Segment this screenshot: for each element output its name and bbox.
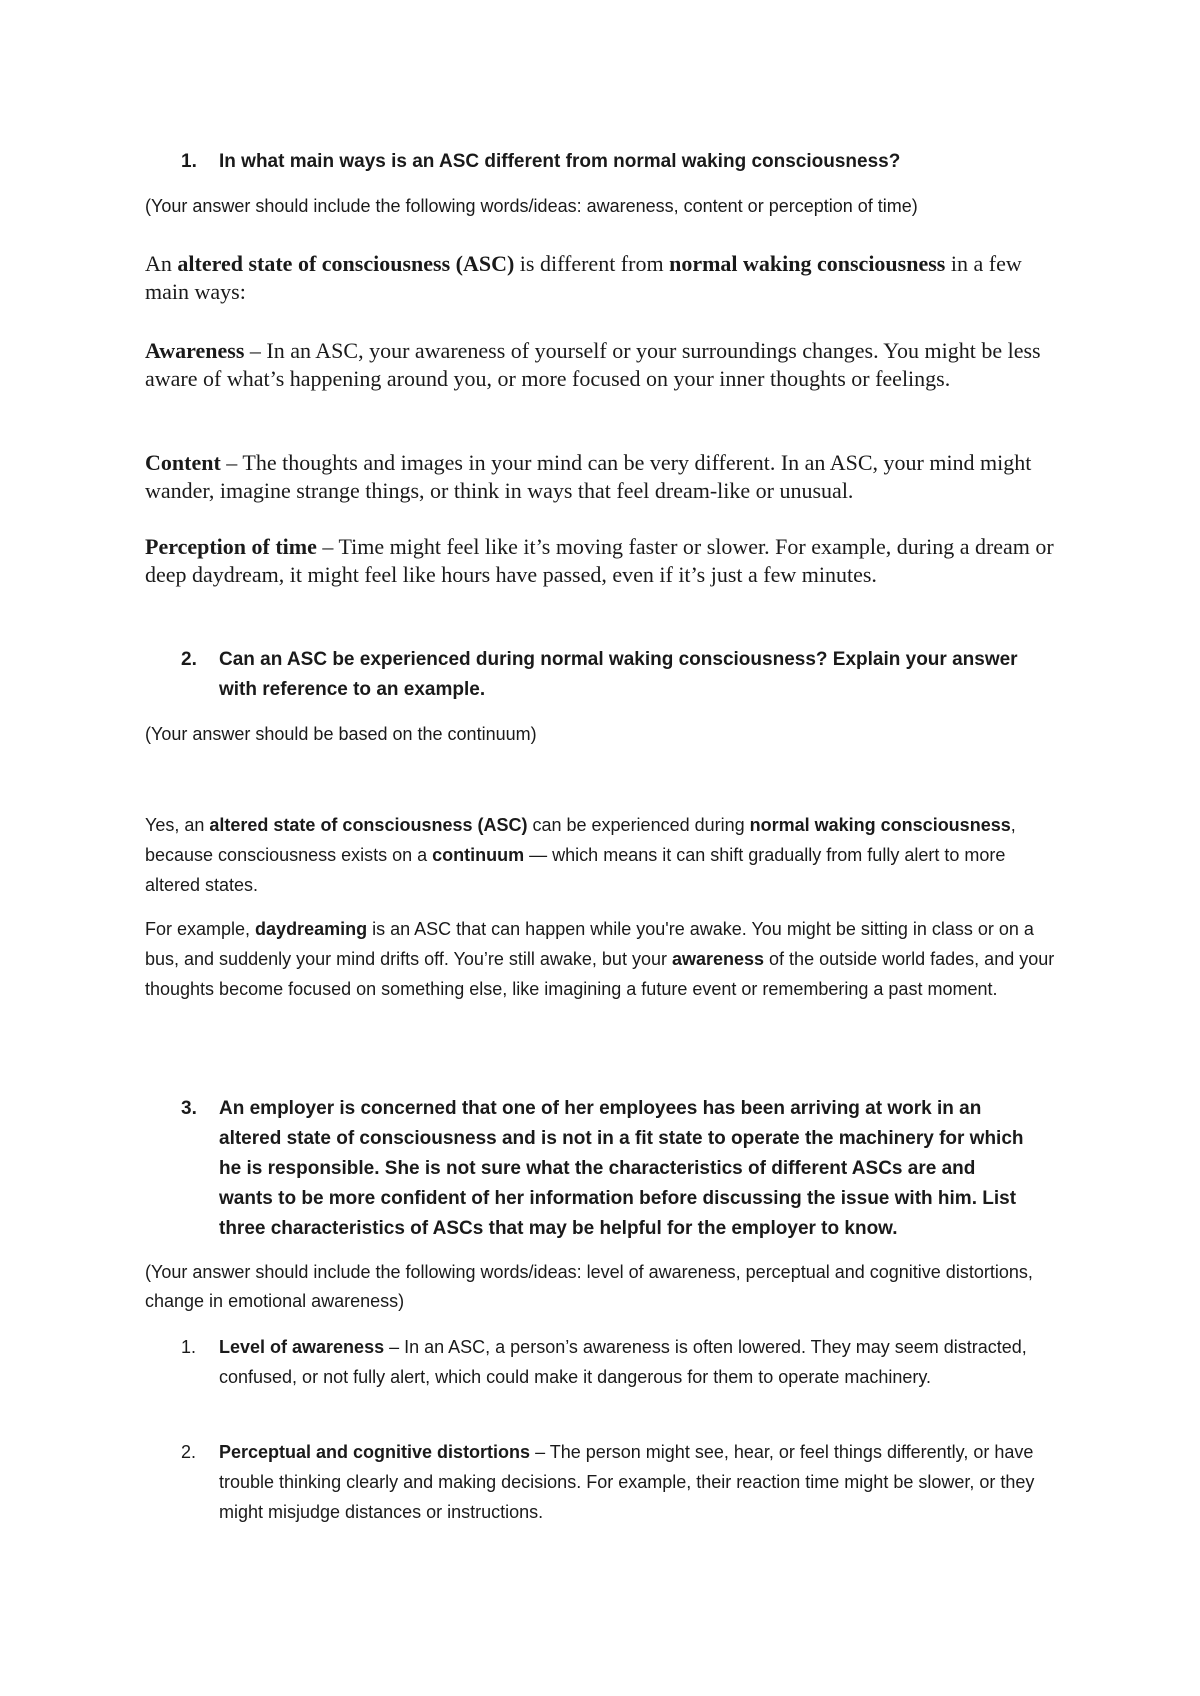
key-term: Perceptual and cognitive distortions bbox=[219, 1442, 531, 1462]
list-item: 1. Level of awareness – In an ASC, a person’s awareness is often lowered. They may seem distracted, confused, or not fully alert, which could make it dangerous for them to operate machinery. bbox=[181, 1332, 1061, 1392]
key-term: altered state of consciousness (ASC) bbox=[177, 251, 515, 276]
key-term: continuum bbox=[432, 845, 525, 865]
example-paragraph: For example, daydreaming is an ASC that can happen while you're awake. You might be sitting in class or on a bus, and suddenly your mind drifts off. You’re still awake, but your awareness of the outside world fades, and your thoughts become focused on something else, like imagining a future event or remembering a past moment. bbox=[145, 919, 1055, 999]
list-item: 2. Perceptual and cognitive distortions – The person might see, hear, or feel things differently, or have trouble thinking clearly and making decisions. For example, their reaction time might be slower, or they might misjudge distances or instructions. bbox=[181, 1437, 1061, 1527]
key-term: Level of awareness bbox=[219, 1337, 385, 1357]
answer-paragraph: Yes, an altered state of consciousness (ASC) can be experienced during normal waking consciousness, because consciousness exists on a continuum — which means it can shift gradually from fully alert to more altered states. bbox=[145, 815, 1016, 895]
key-term: normal waking consciousness bbox=[749, 815, 1011, 835]
question-text: An employer is concerned that one of her employees has been arriving at work in an altered state of consciousness and is not in a fit state to operate the machinery for which he is responsible. She is not sure what the characteristics of different ASCs are and wants to be more confident of her information before discussing the issue with him. List three characteristics of ASCs that may be helpful for the employer to know. bbox=[219, 1098, 1024, 1239]
key-term: Content bbox=[145, 450, 221, 475]
question-text: In what main ways is an ASC different from normal waking consciousness? bbox=[219, 151, 901, 172]
answer-hint: (Your answer should include the following words/ideas: awareness, content or perception of time) bbox=[145, 196, 918, 216]
list-number: 2. bbox=[181, 1442, 197, 1462]
question-1 bbox=[181, 147, 1031, 177]
point-content: Content – The thoughts and images in your mind can be very different. In an ASC, your mind might wander, imagine strange things, or think in ways that feel dream-like or unusual. bbox=[145, 450, 1032, 503]
key-term: daydreaming bbox=[255, 919, 368, 939]
question-number: 1. bbox=[181, 151, 197, 172]
question-3 bbox=[181, 1094, 1031, 1244]
key-term: Perception of time bbox=[145, 534, 317, 559]
question-text: Can an ASC be experienced during normal waking consciousness? Explain your answer with reference to an example. bbox=[219, 649, 1018, 700]
question-number: 3. bbox=[181, 1098, 197, 1119]
key-term: Awareness bbox=[145, 338, 245, 363]
question-number: 2. bbox=[181, 649, 197, 670]
key-term: normal waking consciousness bbox=[669, 251, 946, 276]
point-awareness: Awareness – In an ASC, your awareness of yourself or your surroundings changes. You might be less aware of what’s happening around you, or more focused on your inner thoughts or feelings. bbox=[145, 338, 1041, 391]
question-2 bbox=[181, 645, 1031, 705]
key-term: awareness bbox=[671, 949, 765, 969]
answer-hint: (Your answer should be based on the continuum) bbox=[145, 724, 537, 744]
point-perception-of-time: Perception of time – Time might feel like it’s moving faster or slower. For example, during a dream or deep daydream, it might feel like hours have passed, even if it’s just a few minutes. bbox=[145, 534, 1054, 587]
intro-paragraph: An altered state of consciousness (ASC) is different from normal waking consciousness in a few main ways: bbox=[145, 251, 1022, 304]
answer-hint: (Your answer should include the following words/ideas: level of awareness, perceptual and cognitive distortions, change in emotional awareness) bbox=[145, 1262, 1033, 1311]
key-term: altered state of consciousness (ASC) bbox=[209, 815, 528, 835]
list-number: 1. bbox=[181, 1337, 197, 1357]
